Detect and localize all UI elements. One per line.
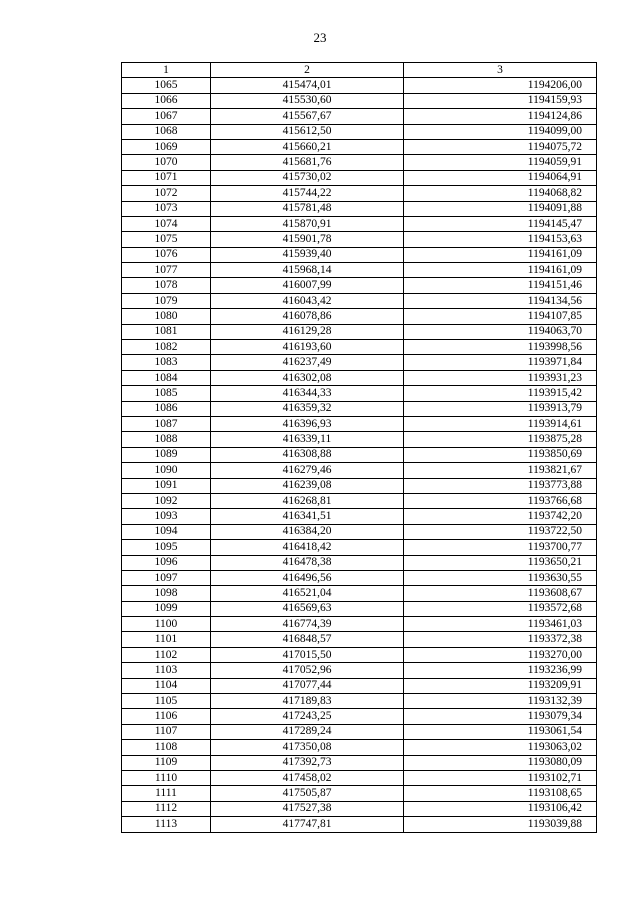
x-coordinate-cell: 417747,81: [211, 817, 404, 832]
y-coordinate-cell: 1193270,00: [404, 647, 597, 662]
x-coordinate-cell: 417077,44: [211, 678, 404, 693]
point-number-cell: 1101: [122, 632, 211, 647]
x-coordinate-cell: 415901,78: [211, 232, 404, 247]
y-coordinate-cell: 1193080,09: [404, 755, 597, 770]
point-number-cell: 1089: [122, 447, 211, 462]
table-row: [122, 478, 597, 493]
point-number-cell: 1085: [122, 386, 211, 401]
x-coordinate-cell: 415530,60: [211, 93, 404, 108]
point-number-cell: 1069: [122, 139, 211, 154]
x-coordinate-cell: 416239,08: [211, 478, 404, 493]
point-number-cell: 1094: [122, 524, 211, 539]
table-row: [122, 740, 597, 755]
x-coordinate-cell: 416078,86: [211, 309, 404, 324]
table-row: [122, 186, 597, 201]
table-row: [122, 463, 597, 478]
table-row: [122, 724, 597, 739]
point-number-cell: 1097: [122, 570, 211, 585]
table-row: [122, 109, 597, 124]
x-coordinate-cell: 415781,48: [211, 201, 404, 216]
y-coordinate-cell: 1193913,79: [404, 401, 597, 416]
x-coordinate-cell: 417458,02: [211, 770, 404, 785]
y-coordinate-cell: 1193209,91: [404, 678, 597, 693]
y-coordinate-cell: 1194124,86: [404, 109, 597, 124]
point-number-cell: 1099: [122, 601, 211, 616]
table-row: [122, 139, 597, 154]
point-number-cell: 1068: [122, 124, 211, 139]
y-coordinate-cell: 1194134,56: [404, 293, 597, 308]
table-row: [122, 786, 597, 801]
y-coordinate-cell: 1194075,72: [404, 139, 597, 154]
point-number-cell: 1091: [122, 478, 211, 493]
y-coordinate-cell: 1194151,46: [404, 278, 597, 293]
table-row: [122, 586, 597, 601]
y-coordinate-cell: 1194091,88: [404, 201, 597, 216]
point-number-cell: 1080: [122, 309, 211, 324]
table-row: [122, 509, 597, 524]
point-number-cell: 1077: [122, 263, 211, 278]
y-coordinate-cell: 1193722,50: [404, 524, 597, 539]
point-number-cell: 1096: [122, 555, 211, 570]
y-coordinate-cell: 1194161,09: [404, 247, 597, 262]
y-coordinate-cell: 1193372,38: [404, 632, 597, 647]
table-row: [122, 493, 597, 508]
table-row: [122, 647, 597, 662]
x-coordinate-cell: 416496,56: [211, 570, 404, 585]
y-coordinate-cell: 1194099,00: [404, 124, 597, 139]
table-row: [122, 370, 597, 385]
x-coordinate-cell: 417189,83: [211, 694, 404, 709]
point-number-cell: 1073: [122, 201, 211, 216]
table-row: [122, 601, 597, 616]
y-coordinate-cell: 1193039,88: [404, 817, 597, 832]
y-coordinate-cell: 1194159,93: [404, 93, 597, 108]
point-number-cell: 1083: [122, 355, 211, 370]
point-number-cell: 1105: [122, 694, 211, 709]
table-row: [122, 93, 597, 108]
table-row: [122, 124, 597, 139]
y-coordinate-cell: 1194153,63: [404, 232, 597, 247]
x-coordinate-cell: 415939,40: [211, 247, 404, 262]
point-number-cell: 1067: [122, 109, 211, 124]
x-coordinate-cell: 415968,14: [211, 263, 404, 278]
point-number-cell: 1072: [122, 186, 211, 201]
x-coordinate-cell: 417505,87: [211, 786, 404, 801]
y-coordinate-cell: 1193108,65: [404, 786, 597, 801]
x-coordinate-cell: 416007,99: [211, 278, 404, 293]
x-coordinate-cell: 415612,50: [211, 124, 404, 139]
point-number-cell: 1100: [122, 617, 211, 632]
x-coordinate-cell: 416302,08: [211, 370, 404, 385]
point-number-cell: 1074: [122, 216, 211, 231]
point-number-cell: 1075: [122, 232, 211, 247]
table-row: [122, 632, 597, 647]
table-row: [122, 309, 597, 324]
x-coordinate-cell: 417392,73: [211, 755, 404, 770]
y-coordinate-cell: 1193572,68: [404, 601, 597, 616]
table-row: [122, 201, 597, 216]
coordinates-table: [121, 62, 597, 833]
y-coordinate-cell: 1194161,09: [404, 263, 597, 278]
page-number: 23: [313, 30, 327, 45]
y-coordinate-cell: 1193766,68: [404, 493, 597, 508]
point-number-cell: 1107: [122, 724, 211, 739]
y-coordinate-cell: 1194068,82: [404, 186, 597, 201]
table-row: [122, 555, 597, 570]
x-coordinate-cell: 417350,08: [211, 740, 404, 755]
y-coordinate-cell: 1193915,42: [404, 386, 597, 401]
y-coordinate-cell: 1193875,28: [404, 432, 597, 447]
x-coordinate-cell: 417527,38: [211, 801, 404, 816]
point-number-cell: 1082: [122, 340, 211, 355]
y-coordinate-cell: 1193971,84: [404, 355, 597, 370]
y-coordinate-cell: 1194064,91: [404, 170, 597, 185]
table-row: [122, 340, 597, 355]
point-number-cell: 1078: [122, 278, 211, 293]
x-coordinate-cell: 416341,51: [211, 509, 404, 524]
y-coordinate-cell: 1194145,47: [404, 216, 597, 231]
x-coordinate-cell: 416339,11: [211, 432, 404, 447]
y-coordinate-cell: 1193773,88: [404, 478, 597, 493]
table-row: [122, 247, 597, 262]
x-coordinate-cell: 415870,91: [211, 216, 404, 231]
table-row: [122, 770, 597, 785]
table-row: [122, 78, 597, 93]
table-row: [122, 355, 597, 370]
y-coordinate-cell: 1193742,20: [404, 509, 597, 524]
point-number-cell: 1108: [122, 740, 211, 755]
point-number-cell: 1066: [122, 93, 211, 108]
y-coordinate-cell: 1193079,34: [404, 709, 597, 724]
point-number-cell: 1090: [122, 463, 211, 478]
x-coordinate-cell: 415474,01: [211, 78, 404, 93]
x-coordinate-cell: 416268,81: [211, 493, 404, 508]
point-number-cell: 1093: [122, 509, 211, 524]
point-number-cell: 1087: [122, 416, 211, 431]
y-coordinate-cell: 1193914,61: [404, 416, 597, 431]
table-row: [122, 278, 597, 293]
y-coordinate-cell: 1194063,70: [404, 324, 597, 339]
x-coordinate-cell: 416569,63: [211, 601, 404, 616]
point-number-cell: 1111: [122, 786, 211, 801]
y-coordinate-cell: 1193132,39: [404, 694, 597, 709]
x-coordinate-cell: 415744,22: [211, 186, 404, 201]
x-coordinate-cell: 415567,67: [211, 109, 404, 124]
point-number-cell: 1092: [122, 493, 211, 508]
table-row: [122, 540, 597, 555]
point-number-cell: 1109: [122, 755, 211, 770]
table-row: [122, 817, 597, 832]
x-coordinate-cell: 415681,76: [211, 155, 404, 170]
point-number-cell: 1084: [122, 370, 211, 385]
point-number-cell: 1103: [122, 663, 211, 678]
x-coordinate-cell: 417289,24: [211, 724, 404, 739]
y-coordinate-cell: 1193700,77: [404, 540, 597, 555]
point-number-cell: 1106: [122, 709, 211, 724]
table-row: [122, 216, 597, 231]
x-coordinate-cell: 416043,42: [211, 293, 404, 308]
point-number-cell: 1113: [122, 817, 211, 832]
x-coordinate-cell: 416396,93: [211, 416, 404, 431]
table-row: [122, 801, 597, 816]
x-coordinate-cell: 417243,25: [211, 709, 404, 724]
x-coordinate-cell: 416384,20: [211, 524, 404, 539]
point-number-cell: 1070: [122, 155, 211, 170]
point-number-cell: 1071: [122, 170, 211, 185]
y-coordinate-cell: 1194059,91: [404, 155, 597, 170]
table-row: [122, 263, 597, 278]
y-coordinate-cell: 1194206,00: [404, 78, 597, 93]
table-row: [122, 570, 597, 585]
point-number-cell: 1081: [122, 324, 211, 339]
point-number-cell: 1065: [122, 78, 211, 93]
x-coordinate-cell: 416521,04: [211, 586, 404, 601]
table-row: [122, 293, 597, 308]
y-coordinate-cell: 1193650,21: [404, 555, 597, 570]
x-coordinate-cell: 416308,88: [211, 447, 404, 462]
table-row: [122, 678, 597, 693]
y-coordinate-cell: 1193608,67: [404, 586, 597, 601]
x-coordinate-cell: 416848,57: [211, 632, 404, 647]
point-number-cell: 1079: [122, 293, 211, 308]
table-row: [122, 524, 597, 539]
point-number-cell: 1095: [122, 540, 211, 555]
table-row: [122, 324, 597, 339]
y-coordinate-cell: 1193061,54: [404, 724, 597, 739]
point-number-cell: 1086: [122, 401, 211, 416]
point-number-cell: 1112: [122, 801, 211, 816]
point-number-cell: 1098: [122, 586, 211, 601]
table-body: [122, 78, 597, 832]
table-row: [122, 755, 597, 770]
x-coordinate-cell: 416193,60: [211, 340, 404, 355]
table-row: [122, 432, 597, 447]
column-header-point-number: 1: [122, 63, 211, 78]
y-coordinate-cell: 1194107,85: [404, 309, 597, 324]
column-header-x: 2: [211, 63, 404, 78]
y-coordinate-cell: 1193630,55: [404, 570, 597, 585]
point-number-cell: 1102: [122, 647, 211, 662]
point-number-cell: 1088: [122, 432, 211, 447]
x-coordinate-cell: 415730,02: [211, 170, 404, 185]
x-coordinate-cell: 417052,96: [211, 663, 404, 678]
x-coordinate-cell: 415660,21: [211, 139, 404, 154]
y-coordinate-cell: 1193850,69: [404, 447, 597, 462]
point-number-cell: 1110: [122, 770, 211, 785]
x-coordinate-cell: 417015,50: [211, 647, 404, 662]
table-row: [122, 401, 597, 416]
x-coordinate-cell: 416774,39: [211, 617, 404, 632]
table-row: [122, 170, 597, 185]
column-header-y: 3: [404, 63, 597, 78]
table-row: [122, 709, 597, 724]
table-row: [122, 617, 597, 632]
y-coordinate-cell: 1193102,71: [404, 770, 597, 785]
y-coordinate-cell: 1193821,67: [404, 463, 597, 478]
x-coordinate-cell: 416344,33: [211, 386, 404, 401]
table-row: [122, 386, 597, 401]
y-coordinate-cell: 1193931,23: [404, 370, 597, 385]
y-coordinate-cell: 1193998,56: [404, 340, 597, 355]
table-row: [122, 447, 597, 462]
point-number-cell: 1076: [122, 247, 211, 262]
x-coordinate-cell: 416359,32: [211, 401, 404, 416]
x-coordinate-cell: 416418,42: [211, 540, 404, 555]
y-coordinate-cell: 1193063,02: [404, 740, 597, 755]
table-row: [122, 416, 597, 431]
point-number-cell: 1104: [122, 678, 211, 693]
table-row: [122, 694, 597, 709]
x-coordinate-cell: 416478,38: [211, 555, 404, 570]
x-coordinate-cell: 416237,49: [211, 355, 404, 370]
table-row: [122, 663, 597, 678]
y-coordinate-cell: 1193106,42: [404, 801, 597, 816]
table-header-row: [122, 63, 597, 78]
table-row: [122, 232, 597, 247]
y-coordinate-cell: 1193236,99: [404, 663, 597, 678]
y-coordinate-cell: 1193461,03: [404, 617, 597, 632]
table-row: [122, 155, 597, 170]
x-coordinate-cell: 416279,46: [211, 463, 404, 478]
x-coordinate-cell: 416129,28: [211, 324, 404, 339]
